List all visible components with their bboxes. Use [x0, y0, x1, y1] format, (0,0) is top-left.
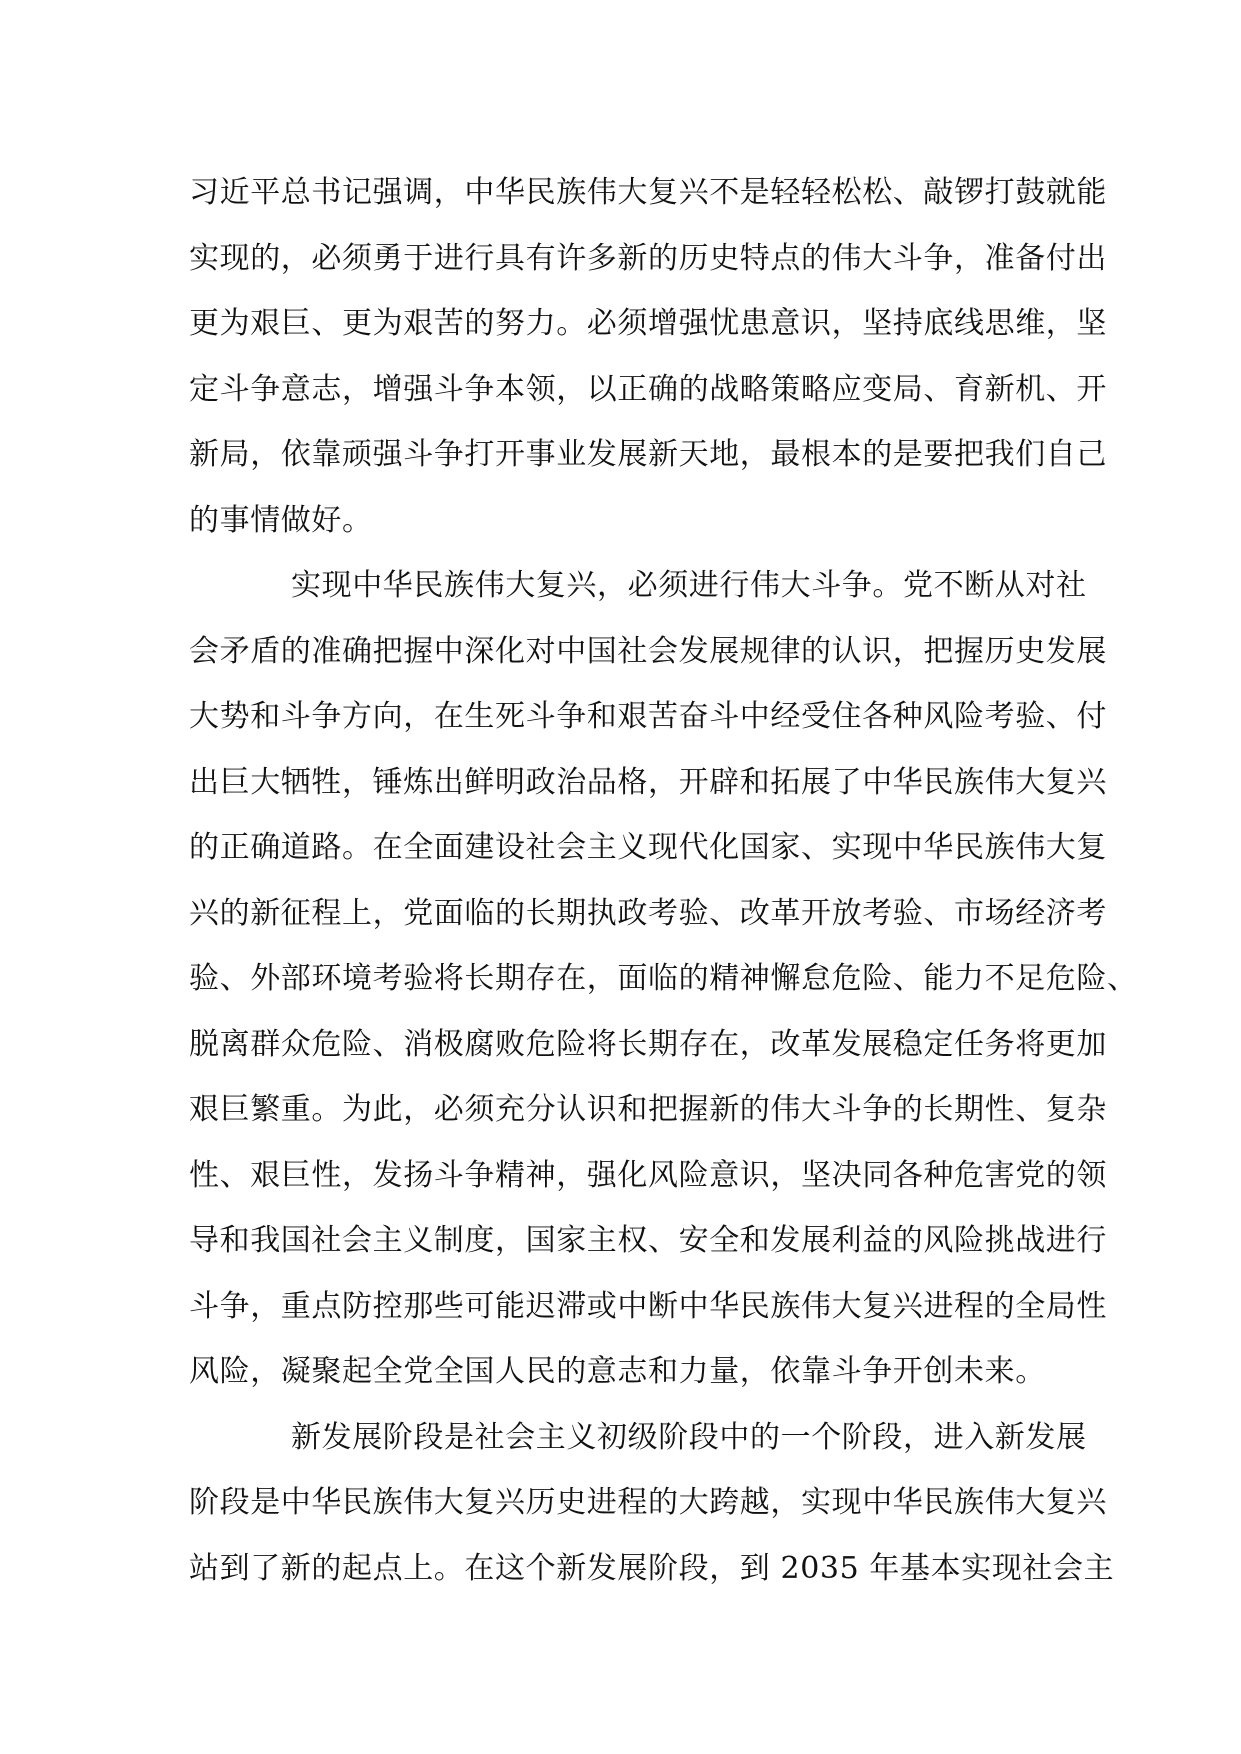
text-line: 定斗争意志，增强斗争本领，以正确的战略策略应变局、育新机、开 [189, 371, 1107, 407]
text-line: 脱离群众危险、消极腐败危险将长期存在，改革发展稳定任务将更加 [189, 1026, 1107, 1062]
text-line: 阶段是中华民族伟大复兴历史进程的大跨越，实现中华民族伟大复兴 [189, 1485, 1107, 1520]
text-line: 站到了新的起点上。在这个新发展阶段，到 2035 年基本实现社会主 [189, 1550, 1115, 1586]
paragraph-2 [189, 553, 1138, 1405]
text-line: 实现中华民族伟大复兴，必须进行伟大斗争。党不断从对社 [291, 568, 1087, 603]
text-line: 出巨大牺牲，锤炼出鲜明政治品格，开辟和拓展了中华民族伟大复兴 [189, 764, 1107, 800]
text-line: 实现的，必须勇于进行具有许多新的历史特点的伟大斗争，准备付出 [189, 240, 1107, 276]
text-line: 更为艰巨、更为艰苦的努力。必须增强忧患意识，坚持底线思维，坚 [189, 306, 1107, 341]
text-line: 会矛盾的准确把握中深化对中国社会发展规律的认识，把握历史发展 [189, 633, 1107, 669]
text-line: 艰巨繁重。为此，必须充分认识和把握新的伟大斗争的长期性、复杂 [189, 1092, 1107, 1127]
paragraph-1 [189, 160, 1107, 553]
text-line: 性、艰巨性，发扬斗争精神，强化风险意识，坚决同各种危害党的领 [189, 1157, 1107, 1193]
text-line: 风险，凝聚起全党全国人民的意志和力量，依靠斗争开创未来。 [189, 1354, 1046, 1389]
text-line: 习近平总书记强调，中华民族伟大复兴不是轻轻松松、敲锣打鼓就能 [189, 175, 1107, 210]
text-line: 斗争，重点防控那些可能迟滞或中断中华民族伟大复兴进程的全局性 [189, 1288, 1107, 1324]
paragraph-3 [189, 1405, 1115, 1602]
body-text [189, 160, 1138, 1601]
text-line: 的正确道路。在全面建设社会主义现代化国家、实现中华民族伟大复 [189, 830, 1107, 865]
text-line: 导和我国社会主义制度，国家主权、安全和发展利益的风险挑战进行 [189, 1223, 1107, 1258]
text-line: 新局，依靠顽强斗争打开事业发展新天地，最根本的是要把我们自己 [189, 437, 1107, 472]
text-line: 新发展阶段是社会主义初级阶段中的一个阶段，进入新发展 [291, 1419, 1087, 1455]
text-line: 的事情做好。 [189, 502, 373, 538]
text-line: 验、外部环境考验将长期存在，面临的精神懈怠危险、能力不足危险、 [189, 961, 1138, 996]
text-line: 兴的新征程上，党面临的长期执政考验、改革开放考验、市场经济考 [189, 895, 1107, 931]
text-line: 大势和斗争方向，在生死斗争和艰苦奋斗中经受住各种风险考验、付 [189, 699, 1107, 734]
